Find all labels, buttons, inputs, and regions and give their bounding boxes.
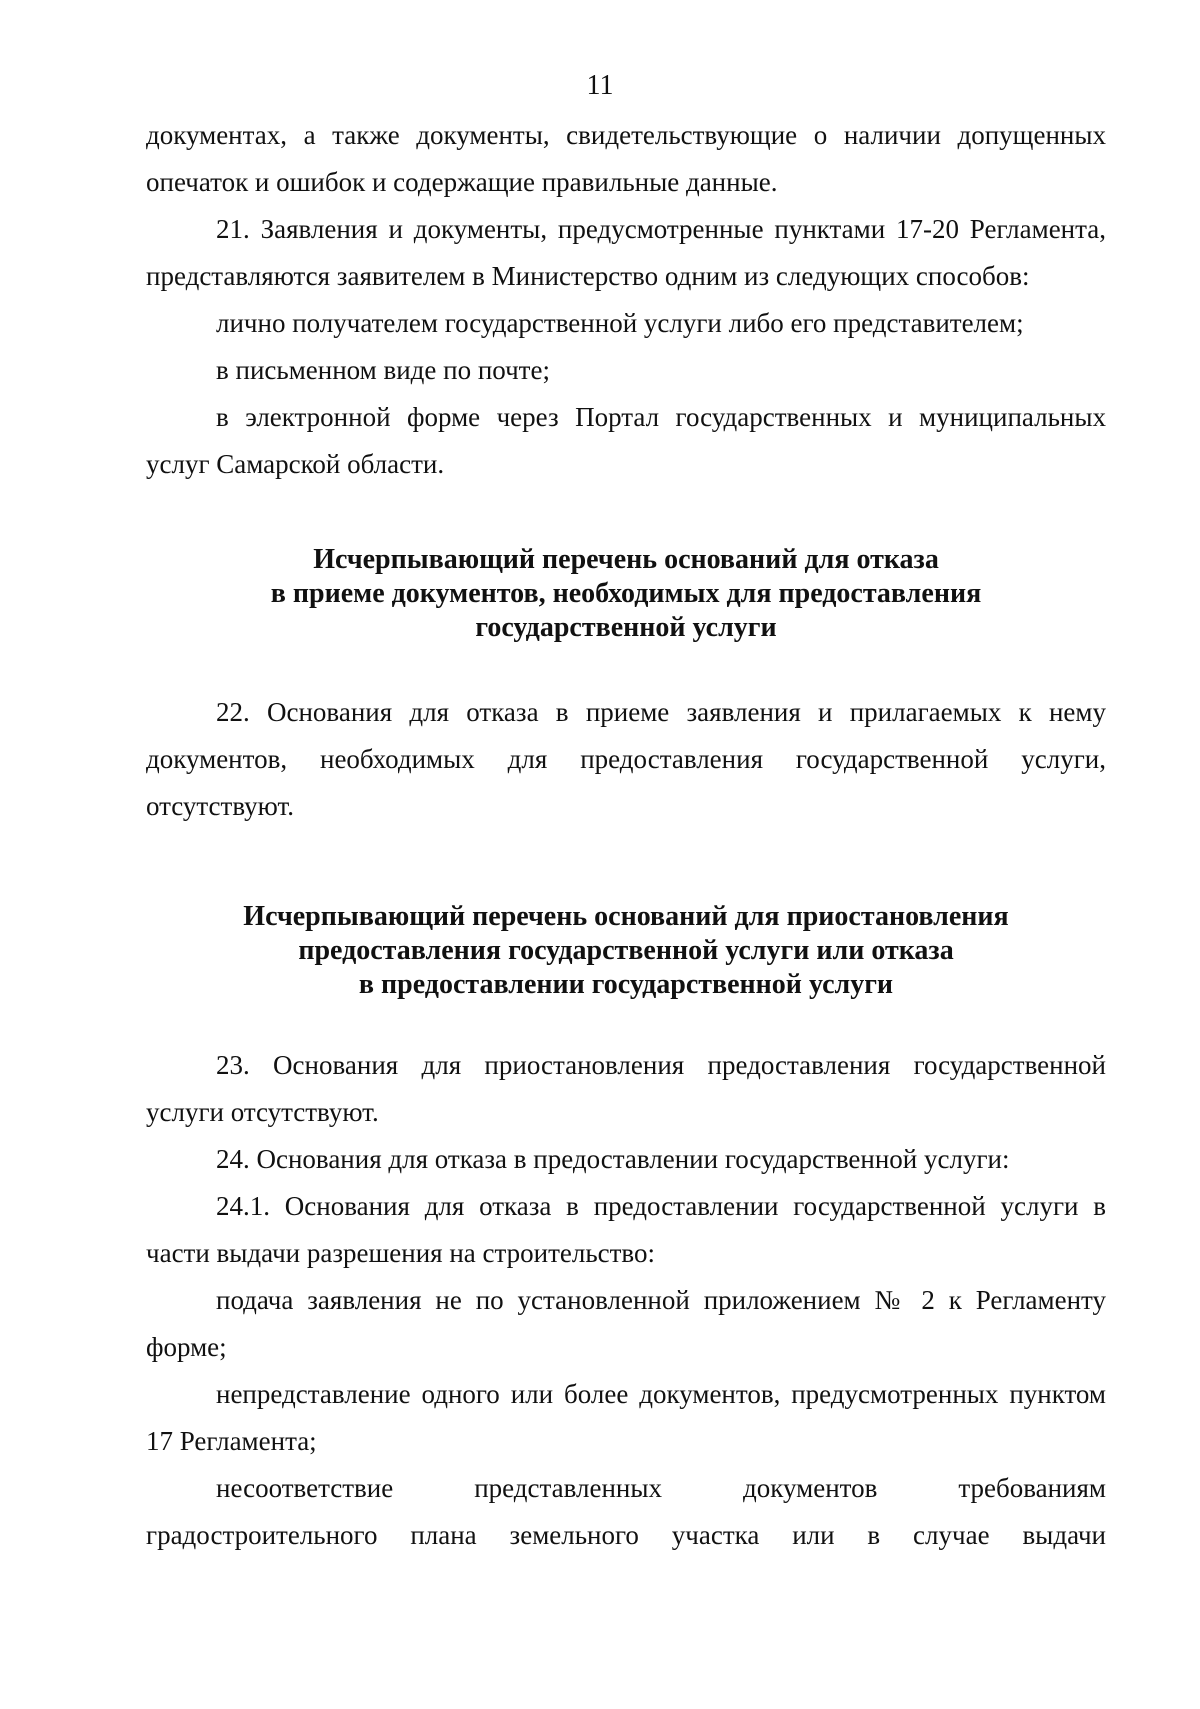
paragraph-22: 22. Основания для отказа в приеме заявления и прилагаемых к нему документов, необходимых для предоставления государственной услуги, отсутствуют. [146, 697, 1106, 821]
paragraph-23: 23. Основания для приостановления предоставления государственной услуги отсутствуют. [146, 1050, 1106, 1127]
heading-line: предоставления государственной услуги или отказа [298, 935, 954, 966]
paragraph-24: 24. Основания для отказа в предоставлении государственной услуги: [216, 1144, 1010, 1174]
heading-line: в предоставлении государственной услуги [358, 969, 894, 1000]
list-item-in-person: лично получателем государственной услуги либо его представителем; [216, 308, 1024, 338]
list-item-wrong-form: подача заявления не по установленной приложением № 2 к Регламенту форме; [146, 1285, 1106, 1362]
heading-line: государственной услуги [475, 612, 777, 643]
section-heading-suspension-refusal [146, 900, 1106, 1002]
list-item-by-mail: в письменном виде по почте; [216, 355, 550, 385]
list-item-missing-documents: непредставление одного или более документов, предусмотренных пунктом 17 Регламента; [146, 1379, 1106, 1456]
section-heading-refusal-acceptance [146, 543, 1106, 645]
heading-line: Исчерпывающий перечень оснований для приостановления [243, 901, 1009, 932]
page-number: 11 [586, 70, 614, 101]
document-body [146, 112, 1106, 1559]
list-item-nonconformity: несоответствие представленных документов требованиям градостроительного плана земельного участка или в случае выдачи [146, 1473, 1106, 1550]
heading-line: Исчерпывающий перечень оснований для отказа [313, 544, 939, 575]
paragraph-21: 21. Заявления и документы, предусмотренные пунктами 17-20 Регламента, представляются заявителем в Министерство одним из следующих способов: [146, 214, 1106, 291]
list-item-electronic: в электронной форме через Портал государственных и муниципальных услуг Самарской области. [146, 402, 1106, 479]
paragraph-continuation: документах, а также документы, свидетельствующие о наличии допущенных опечаток и ошибок и содержащие правильные данные. [146, 120, 1106, 197]
heading-line: в приеме документов, необходимых для предоставления [270, 578, 982, 609]
paragraph-24-1: 24.1. Основания для отказа в предоставлении государственной услуги в части выдачи разрешения на строительство: [146, 1191, 1106, 1268]
